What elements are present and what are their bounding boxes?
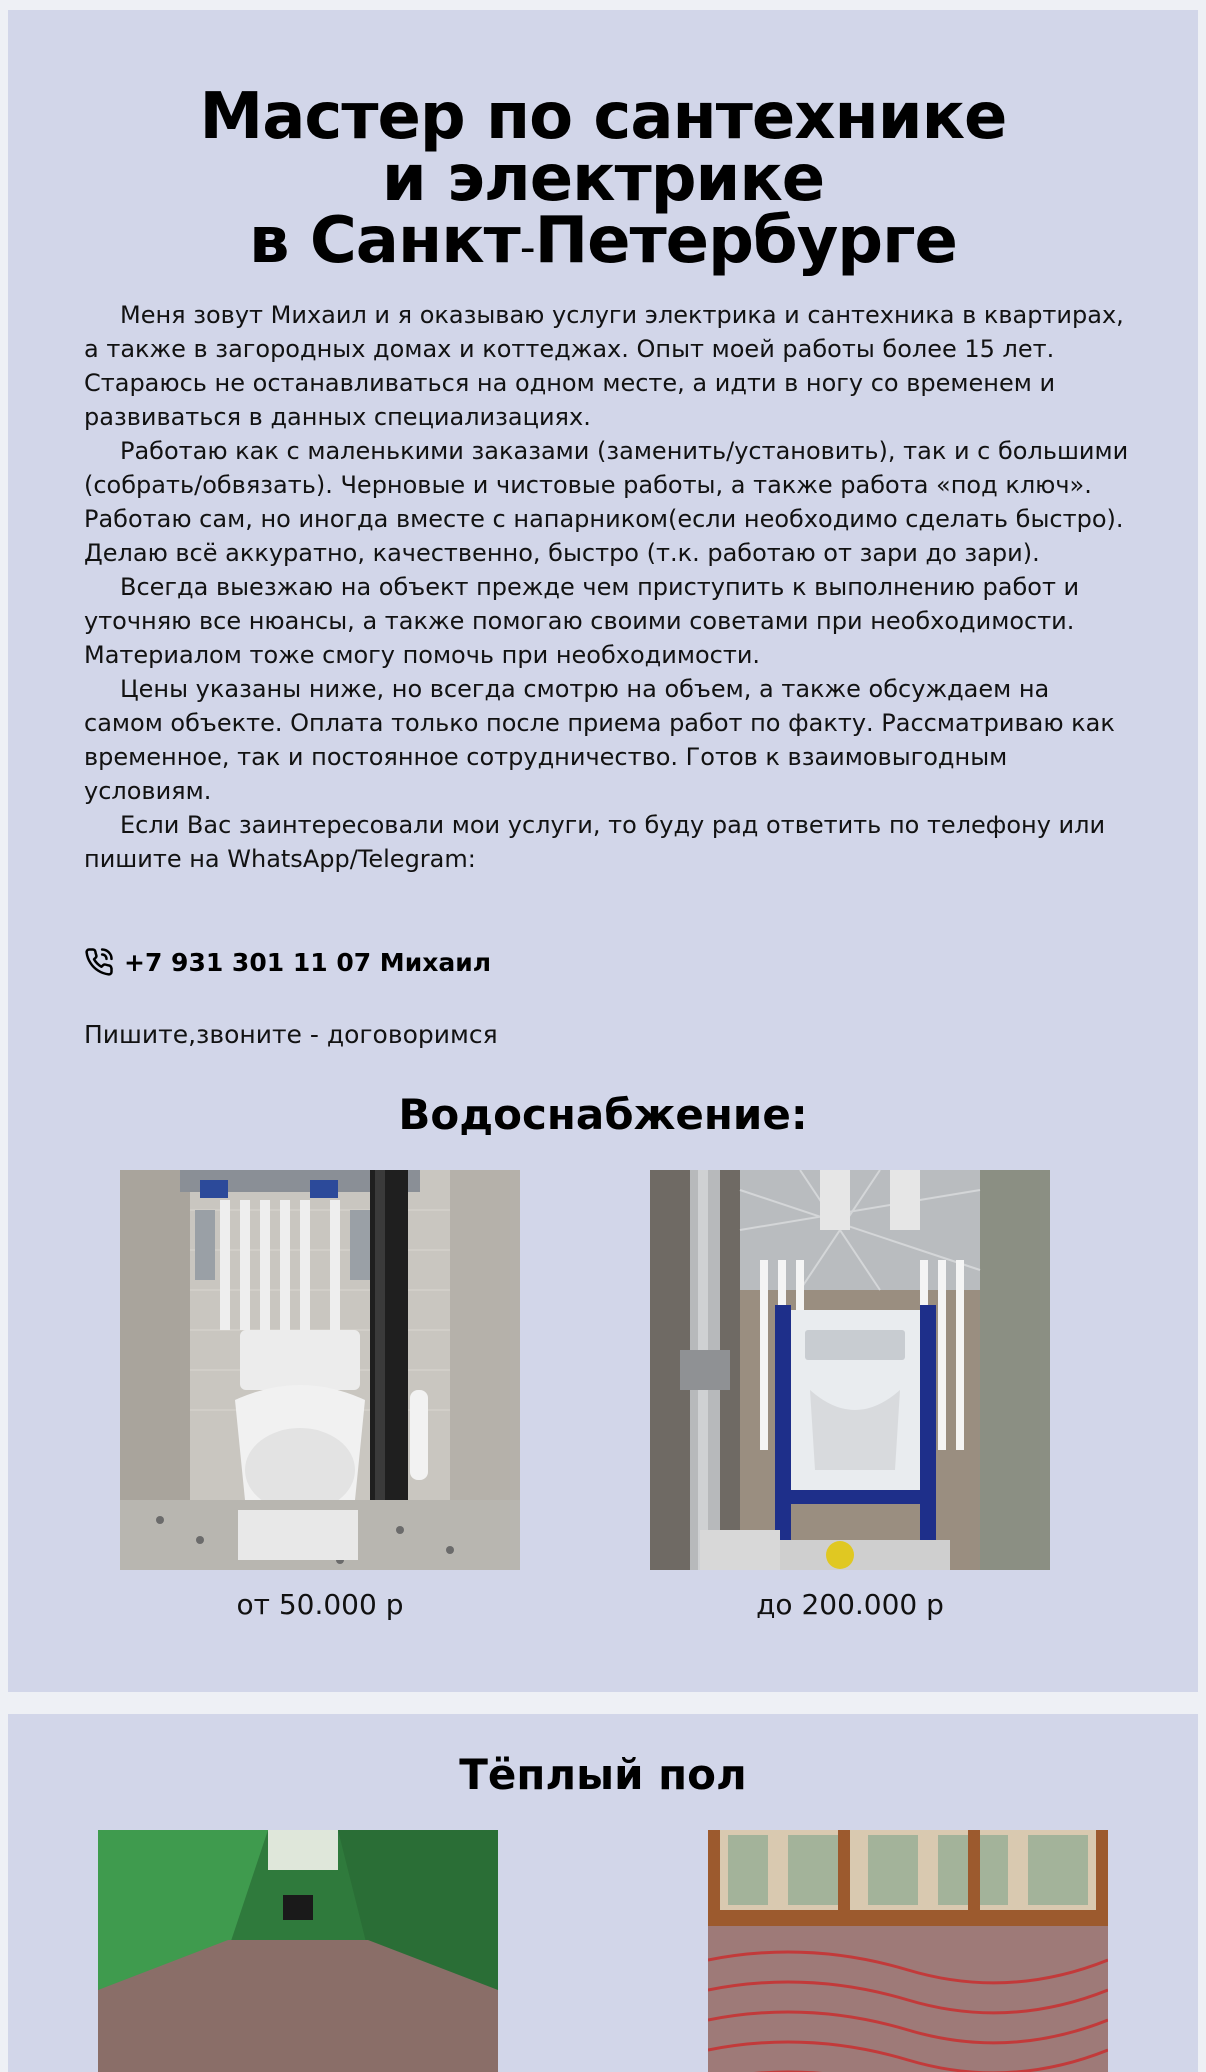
about-paragraph: Если Вас заинтересовали мои услуги, то буду рад ответить по телефону или пишите на WhatsApp/Telegram:: [84, 811, 1106, 873]
phone-link[interactable]: +7 931 301 11 07 Михаил: [124, 947, 492, 977]
call-to-action: Пишите,звоните - договоримся: [84, 1020, 498, 1049]
title-line-2: и электрике: [381, 142, 825, 216]
title-line-3-part-1: в Санкт: [249, 204, 520, 278]
floor-heating-window-room-photo: [708, 1830, 1108, 2072]
about-paragraph: Цены указаны ниже, но всегда смотрю на объем, а также обсуждаем на самом объекте. Оплата только после приема работ по факту. Рассматриваю как временное, так и постоянное сотрудничество. Готов к взаимовыгодным условиям.: [84, 675, 1115, 805]
price-up-to: до 200.000 р: [756, 1588, 944, 1621]
about-paragraph: Меня зовут Михаил и я оказываю услуги электрика и сантехника в квартирах, а также в загородных домах и коттеджах. Опыт моей работы более 15 лет. Стараюсь не останавливаться на одном месте, а идти в ногу со временем и развиваться в данных специализациях.: [84, 301, 1124, 431]
installation-frame-photo: [650, 1170, 1050, 1570]
about-text: [84, 298, 1134, 876]
title-line-3: [8, 204, 1198, 279]
price-from: от 50.000 р: [236, 1588, 404, 1621]
page-title: [8, 80, 1198, 279]
phone-icon: [84, 947, 114, 977]
floor-heating-green-room-photo: [98, 1830, 498, 2072]
phone-contact[interactable]: [84, 942, 491, 982]
title-dash: -: [519, 222, 535, 273]
water-supply-title: Водоснабжение:: [398, 1090, 808, 1139]
toilet-installation-photo: [120, 1170, 520, 1570]
about-section: [8, 10, 1198, 1692]
about-paragraph: Работаю как с маленькими заказами (заменить/установить), так и с большими (собрать/обвязать). Черновые и чистовые работы, а также работа «под ключ». Работаю сам, но иногда вместе с напарником(если необходимо сделать быстро). Делаю всё аккуратно, качественно, быстро (т.к. работаю от зари до зари).: [84, 437, 1129, 567]
heated-floor-section: [8, 1714, 1198, 2072]
heated-floor-title: Тёплый пол: [459, 1750, 747, 1799]
about-paragraph: Всегда выезжаю на объект прежде чем приступить к выполнению работ и уточняю все нюансы, а также помогаю своими советами при необходимости. Материалом тоже смогу помочь при необходимости.: [84, 573, 1080, 669]
title-line-1: Мастер по сантехнике: [199, 80, 1007, 154]
title-line-3-part-2: Петербурге: [534, 204, 957, 278]
